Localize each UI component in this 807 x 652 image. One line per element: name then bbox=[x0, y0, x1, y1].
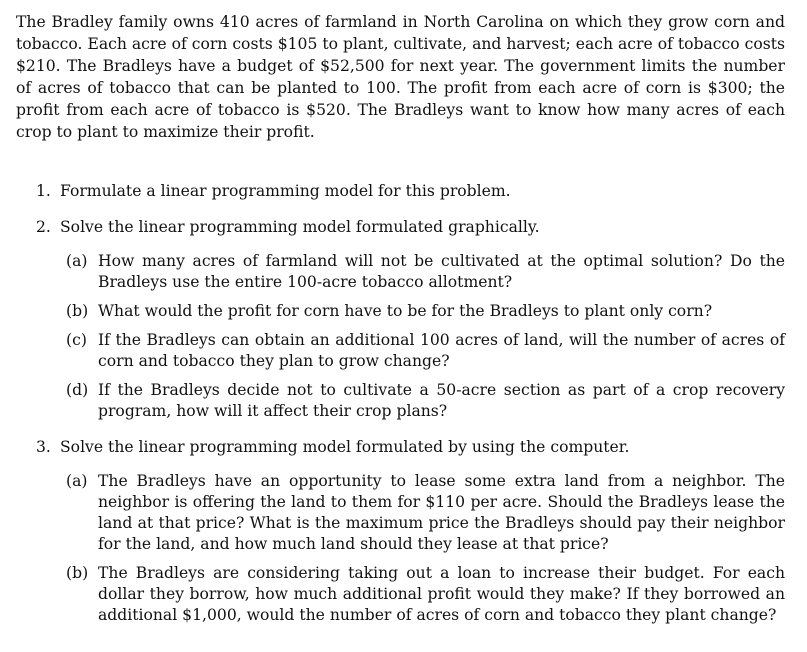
subquestion-text: What would the profit for corn have to be for the Bradleys to plant only corn? bbox=[98, 302, 713, 320]
question-number: 3. bbox=[36, 438, 51, 456]
subquestion-list bbox=[60, 471, 785, 626]
subquestion-text: The Bradleys have an opportunity to lease some extra land from a neighbor. The neighbor is offering the land to them for $110 per acre. Should the Bradleys lease the land at that price? What is the maximum price the Bradleys should pay their neighbor for the land, and how much land should they lease at that price? bbox=[98, 472, 785, 553]
question-text: Formulate a linear programming model for this problem. bbox=[60, 182, 511, 200]
subquestion-3a bbox=[60, 471, 785, 555]
subquestion-label: (d) bbox=[66, 381, 89, 399]
question-number: 2. bbox=[36, 218, 51, 236]
question-3 bbox=[16, 436, 785, 626]
question-2 bbox=[16, 216, 785, 422]
subquestion-2a bbox=[60, 251, 785, 293]
subquestion-label: (a) bbox=[66, 472, 88, 490]
problem-statement: The Bradley family owns 410 acres of farmland in North Carolina on which they grow corn and tobacco. Each acre of corn costs $105 to plant, cultivate, and harvest; each acre of tobacco costs $210. The Bradleys have a budget of $52,500 for next year. The government limits the number of acres of tobacco that can be planted to 100. The profit from each acre of corn is $300; the profit from each acre of tobacco is $520. The Bradleys want to know how many acres of each crop to plant to maximize their profit. bbox=[16, 13, 785, 141]
subquestion-label: (b) bbox=[66, 564, 89, 582]
subquestion-text: If the Bradleys decide not to cultivate a 50-acre section as part of a crop recovery program, how will it affect their crop plans? bbox=[98, 381, 785, 420]
question-1 bbox=[16, 180, 785, 202]
question-list bbox=[16, 180, 785, 626]
subquestion-label: (a) bbox=[66, 252, 88, 270]
subquestion-text: If the Bradleys can obtain an additional 100 acres of land, will the number of acres of corn and tobacco they plan to grow change? bbox=[98, 331, 785, 370]
question-number: 1. bbox=[36, 182, 51, 200]
subquestion-label: (b) bbox=[66, 302, 89, 320]
subquestion-3b bbox=[60, 563, 785, 626]
question-text: Solve the linear programming model formulated graphically. bbox=[60, 218, 540, 236]
subquestion-text: How many acres of farmland will not be cultivated at the optimal solution? Do the Bradleys use the entire 100-acre tobacco allotment? bbox=[98, 252, 785, 291]
subquestion-text: The Bradleys are considering taking out a loan to increase their budget. For each dollar they borrow, how much additional profit would they make? If they borrowed an additional $1,000, would the number of acres of corn and tobacco they plant change? bbox=[98, 564, 785, 624]
subquestion-label: (c) bbox=[66, 331, 87, 349]
subquestion-2c bbox=[60, 330, 785, 372]
subquestion-2d bbox=[60, 380, 785, 422]
subquestion-2b bbox=[60, 301, 785, 322]
question-text: Solve the linear programming model formulated by using the computer. bbox=[60, 438, 630, 456]
subquestion-list bbox=[60, 251, 785, 422]
